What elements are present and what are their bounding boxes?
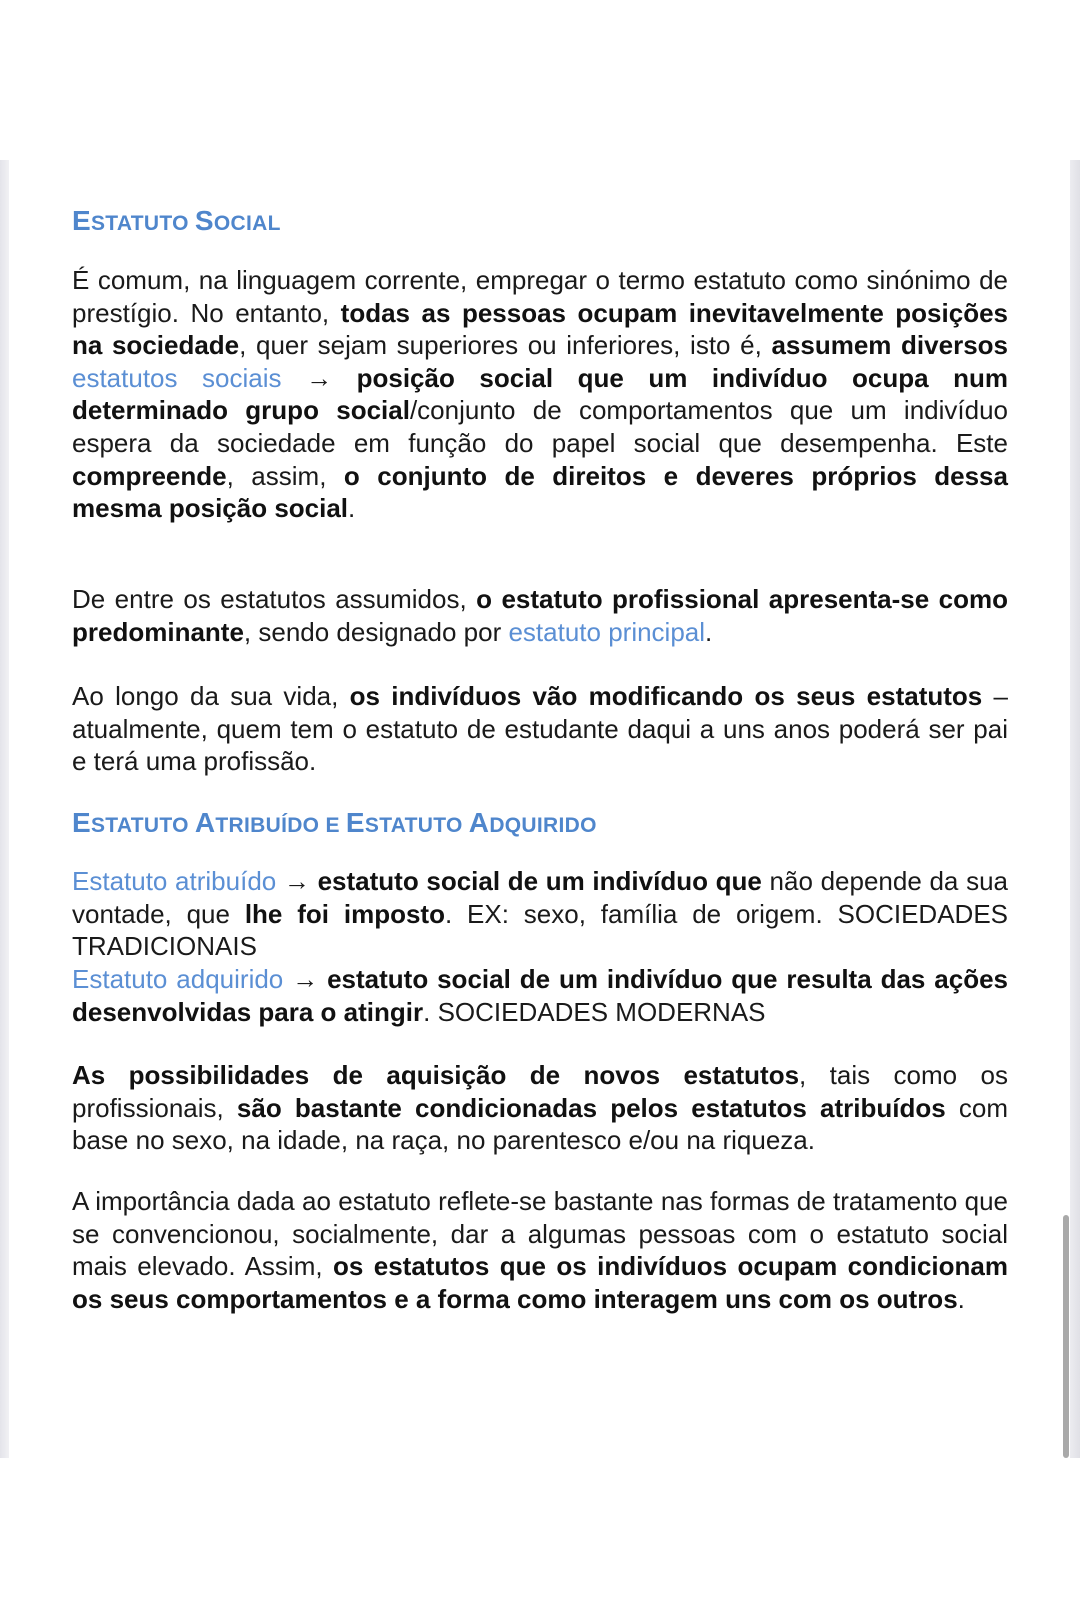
left-page-edge [0,160,9,1458]
bold-text: todas as pessoas ocupam inevitavelmente posições na sociedade [72,297,1008,361]
text: , tais como os profissionais, [72,1060,1008,1123]
arrow-icon: → [276,866,318,896]
bold-text: posição social que um indivíduo ocupa num determinado grupo social [72,362,1008,426]
highlighted-term: estatutos sociais [72,362,282,393]
arrow-icon: → [283,964,328,994]
bold-text: estatuto social de um indivíduo que [317,866,762,896]
heading-text: DQUIRIDO [489,814,597,837]
text: . [957,1283,965,1314]
bold-text: As possibilidades de aquisição de novos estatutos [72,1060,800,1090]
text: , sendo designado por [243,616,509,647]
text: . [705,616,713,647]
paragraph-aquisicao-estatutos [72,1059,1008,1157]
bold-text: lhe foi imposto [244,898,445,929]
scrollbar-track[interactable] [1070,160,1080,1458]
bold-text: estatuto social de um indivíduo que resulta das ações desenvolvidas para o atingir [72,964,1008,1027]
text: /conjunto de comportamentos que um indivíduo espera da sociedade em função do papel social que desempenha. Este [72,395,1009,458]
document-viewer [0,160,1080,1458]
definition-estatuto-atribuido [72,865,1008,963]
bold-text: assumem diversos [771,330,1008,361]
heading-text: STATUTO [90,814,195,837]
paragraph-importancia-estatuto [72,1185,1008,1315]
section-heading-atribuido-adquirido [72,807,597,839]
heading-text: A [468,807,490,838]
text: , quer sejam superiores ou inferiores, isto é, [239,330,772,361]
heading-text: E [72,807,91,838]
paragraph-definition [72,264,1008,525]
text: . EX: sexo, família de origem. SOCIEDADES TRADICIONAIS [72,898,1009,962]
heading-text: E [345,807,365,838]
text: A importância dada ao estatuto reflete-se bastante nas formas de tratamento que se convencionou, socialmente, dar a algumas pessoas com o estatuto social mais elevado. Assim, [72,1186,1008,1282]
heading-text: E [72,205,91,236]
text: , assim, [226,460,344,491]
bold-text: os estatutos que os indivíduos ocupam condicionam os seus comportamentos e a forma como interagem uns com os outros [72,1251,1008,1314]
text: Ao longo da sua vida, [72,681,350,711]
text: com base no sexo, na idade, na raça, no parentesco e/ou na riqueza. [72,1092,1008,1156]
text: . [348,493,356,524]
paragraph-estatuto-principal [72,583,1008,648]
definition-estatuto-adquirido [72,963,1008,1028]
heading-text: STATUTO [90,212,195,235]
text: não depende da sua vontade, que [72,866,1008,929]
heading-text: A [194,807,216,838]
heading-text: S [194,205,214,236]
heading-text: STATUTO [364,814,469,837]
highlighted-term: Estatuto atribuído [72,866,277,896]
text: É comum, na linguagem corrente, empregar o termo estatuto como sinónimo de prestígio. No entanto, [72,265,1008,328]
bold-text: são bastante condicionadas pelos estatutos atribuídos [236,1092,946,1123]
bold-text: os indivíduos vão modificando os seus estatutos [349,681,983,711]
text: – atualmente, quem tem o estatuto de estudante daqui a uns anos poderá ser pai e terá uma profissão. [72,681,1008,777]
arrow-icon: → [281,362,357,393]
highlighted-term: Estatuto adquirido [72,964,284,994]
paragraph-modificacao-estatutos [72,680,1008,778]
text: De entre os estatutos assumidos, [72,584,477,614]
scrollbar-thumb[interactable] [1063,1215,1069,1458]
section-heading-estatuto-social [72,205,281,237]
bold-text: o estatuto profissional apresenta-se como predominante [72,584,1008,647]
bold-text: o conjunto de direitos e deveres próprios dessa mesma posição social [72,460,1008,524]
bold-text: compreende [72,460,227,491]
heading-text: TRIBUÍDO E [215,814,346,837]
heading-text: OCIAL [213,212,281,235]
highlighted-term: estatuto principal [508,616,706,647]
text: . SOCIEDADES MODERNAS [423,996,766,1027]
